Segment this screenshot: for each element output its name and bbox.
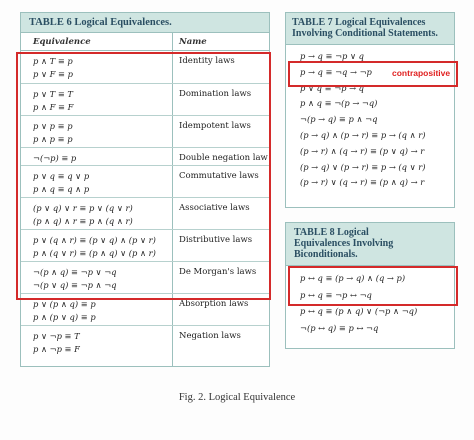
equivalence-line: ¬(p ∧ q) ≡ ¬p ∨ ¬q (33, 267, 117, 277)
table7-equivalence: (p → q) ∧ (p → r) ≡ p → (q ∧ r) (300, 129, 426, 140)
equivalence-line: p ∨ F ≡ p (33, 69, 73, 79)
law-name-cell: Negation laws (179, 331, 241, 341)
contrapositive-annotation: contrapositive (392, 68, 451, 78)
equivalence-line: (p ∧ q) ∧ r ≡ p ∧ (q ∧ r) (33, 216, 133, 226)
equivalence-line: ¬(p ∨ q) ≡ ¬p ∧ ¬q (33, 280, 117, 290)
law-name-cell: Associative laws (179, 203, 250, 213)
table7-equivalence: (p → r) ∧ (q → r) ≡ (p ∨ q) → r (300, 145, 425, 156)
table8-title-line3: Biconditionals. (294, 249, 358, 260)
table7-equivalence: (p → q) ∨ (p → r) ≡ p → (q ∨ r) (300, 161, 426, 172)
equivalence-line: p ∧ F ≡ F (33, 102, 74, 112)
equivalence-line: p ∧ (p ∨ q) ≡ p (33, 312, 96, 322)
table8-title (286, 223, 454, 266)
col-header-equivalence: Equivalence (33, 37, 91, 47)
table8-equivalence: ¬(p ↔ q) ≡ p ↔ ¬q (300, 322, 379, 333)
highlight-box-table6 (16, 52, 271, 300)
table7-title (286, 13, 454, 45)
table6-header-row (21, 33, 269, 51)
table8-title-line2: Equivalences Involving (294, 238, 394, 249)
highlight-box-biconditional (288, 266, 458, 306)
figure-caption: Fig. 2. Logical Equivalence (178, 392, 296, 403)
law-name-cell: Idempotent laws (179, 121, 251, 131)
law-name-cell: De Morgan's laws (179, 267, 257, 277)
equivalence-line: p ∨ (p ∧ q) ≡ p (33, 299, 96, 309)
equivalence-line: p ∨ q ≡ q ∨ p (33, 171, 90, 181)
equivalence-line: p ∨ (q ∧ r) ≡ (p ∨ q) ∧ (p ∨ r) (33, 235, 156, 245)
table7-equivalence: p → q ≡ ¬q → ¬p (300, 66, 372, 77)
law-name-cell: Distributive laws (179, 235, 253, 245)
equivalence-line: p ∨ ¬p ≡ T (33, 331, 80, 341)
equivalence-line: ¬(¬p) ≡ p (33, 153, 77, 163)
equivalence-line: p ∨ p ≡ p (33, 121, 73, 131)
equivalence-cell (33, 298, 96, 324)
equivalence-line: p ∨ T ≡ T (33, 89, 73, 99)
table8-equivalence: p ↔ q ≡ (p ∧ q) ∨ (¬p ∧ ¬q) (300, 306, 418, 316)
table7-equivalence: p ∨ q ≡ ¬p → q (300, 82, 364, 93)
table8-equivalence: p ↔ q ≡ ¬p ↔ ¬q (300, 289, 372, 300)
law-name-cell: Commutative laws (179, 171, 259, 181)
equivalence-line: p ∧ T ≡ p (33, 56, 73, 66)
equivalence-cell (33, 330, 80, 356)
table6-row (21, 326, 269, 356)
table7-equivalence: p → q ≡ ¬p ∨ q (300, 51, 364, 61)
law-name-cell: Identity laws (179, 56, 235, 66)
law-name-cell: Domination laws (179, 89, 252, 99)
table8-equivalence: p ↔ q ≡ (p → q) ∧ (q → p) (300, 273, 406, 283)
equivalence-line: p ∧ (q ∨ r) ≡ (p ∧ q) ∨ (p ∧ r) (33, 248, 156, 258)
table7-equivalence: ¬(p → q) ≡ p ∧ ¬q (300, 114, 378, 125)
law-name-cell: Absorption laws (179, 299, 249, 309)
table7-equivalence: p ∧ q ≡ ¬(p → ¬q) (300, 98, 378, 109)
col-header-name: Name (179, 37, 207, 47)
table7 (285, 12, 455, 208)
table8-title-line1: TABLE 8 Logical (294, 227, 369, 238)
equivalence-line: (p ∨ q) ∨ r ≡ p ∨ (q ∨ r) (33, 203, 133, 213)
table7-title-line1: TABLE 7 Logical Equivalences (292, 17, 426, 28)
table6-title: TABLE 6 Logical Equivalences. (21, 13, 269, 33)
equivalence-line: p ∧ p ≡ p (33, 134, 73, 144)
table7-equivalence: (p → r) ∨ (q → r) ≡ (p ∧ q) → r (300, 177, 425, 188)
equivalence-line: p ∧ q ≡ q ∧ p (33, 184, 90, 194)
equivalence-line: p ∧ ¬p ≡ F (33, 344, 80, 354)
law-name-cell: Double negation law (179, 153, 268, 163)
table7-title-line2: Involving Conditional Statements. (292, 28, 438, 39)
